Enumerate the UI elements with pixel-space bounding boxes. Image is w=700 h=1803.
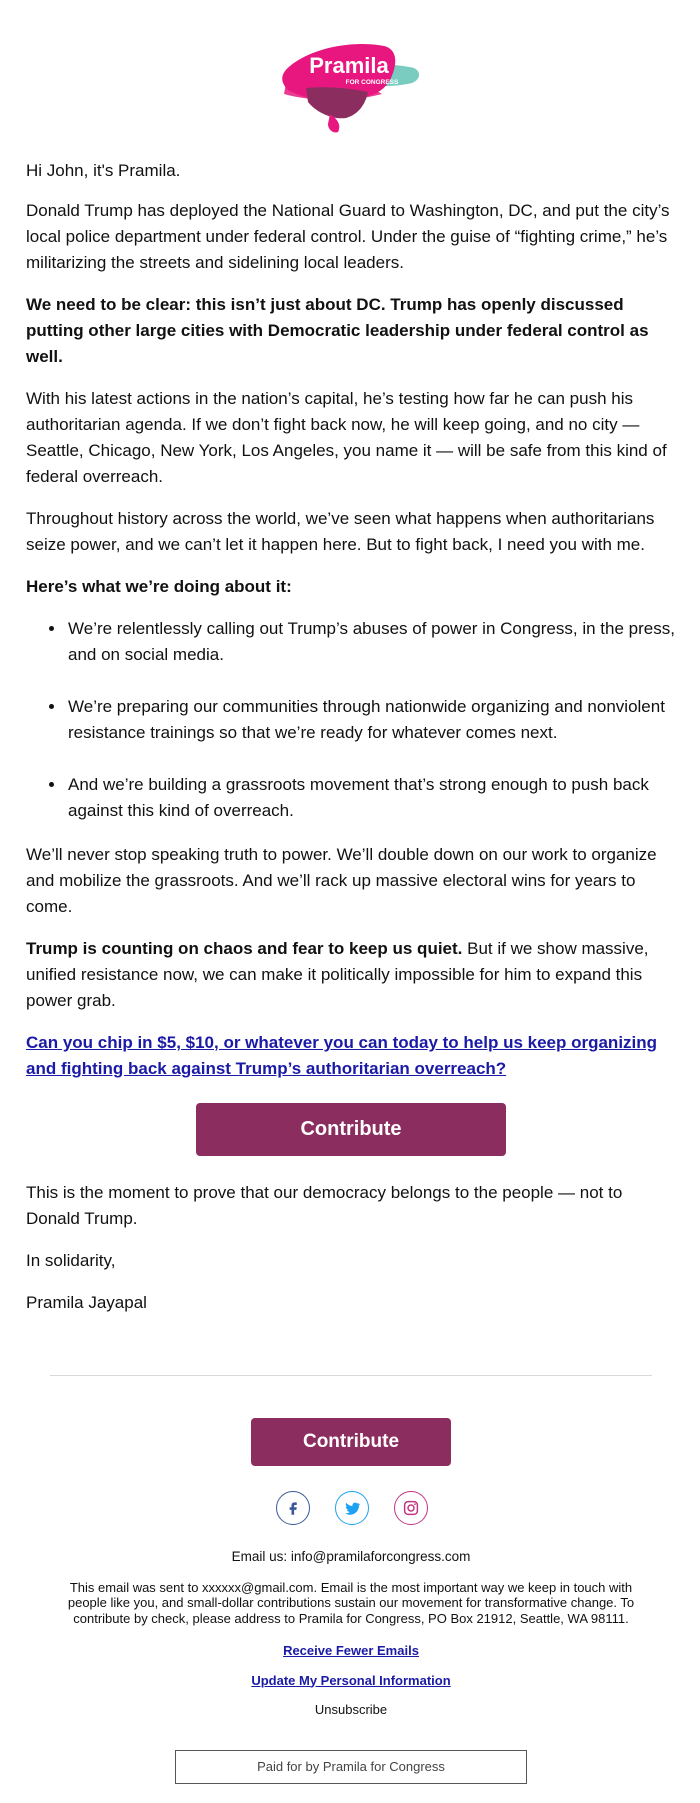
action-list [26, 616, 678, 824]
logo-name: Pramila [309, 53, 389, 78]
greeting: Hi John, it's Pramila. [26, 161, 181, 180]
signature: Pramila Jayapal [26, 1293, 147, 1312]
update-personal-info-link[interactable]: Update My Personal Information [251, 1672, 451, 1688]
list-heading: Here’s what we’re doing about it: [26, 577, 292, 596]
brush-logo-icon [272, 28, 432, 138]
paragraph-5: We’ll never stop speaking truth to power. We’ll double down on our work to organize and mobilize the grassroots. And we’ll rack up massive electoral wins for years to come. [26, 845, 657, 916]
signoff: In solidarity, [26, 1251, 116, 1270]
footer-notice: This email was sent to xxxxxx@gmail.com. Email is the most important way we keep in touch with people like you, and small-dollar contributions sustain our movement for transformative change. To contribute by check, please address to Pramila for Congress, PO Box 21912, Seattle, WA 98111. [67, 1579, 635, 1626]
twitter-icon[interactable] [335, 1491, 369, 1525]
closing-section [26, 1180, 678, 1332]
contribute-button[interactable]: Contribute [196, 1103, 506, 1156]
unsubscribe-link[interactable]: Unsubscribe [314, 1702, 388, 1717]
paid-for-box: Paid for by Pramila for Congress [175, 1750, 527, 1784]
list-item: • We’re preparing our communities through nationwide organizing and nonviolent resistance trainings so that we’re ready for whatever comes next. [66, 694, 678, 746]
list-item: • We’re relentlessly calling out Trump’s abuses of power in Congress, in the press, and on social media. [66, 616, 678, 668]
paragraph-6-bold: Trump is counting on chaos and fear to keep us quiet. [26, 939, 463, 958]
pramila-logo [272, 28, 432, 138]
receive-fewer-emails-link[interactable]: Receive Fewer Emails [283, 1643, 419, 1658]
fewer-emails-row [50, 1643, 652, 1659]
footer-divider [50, 1375, 652, 1376]
paragraph-6-rest: But if we show massive, unified resistance now, we can make it politically impossible for him to expand this power grab. [26, 939, 649, 1010]
paragraph-3: With his latest actions in the nation’s capital, he’s testing how far he can push his authoritarian agenda. If we don’t fight back now, he will keep going, and no city — Seattle, Chicago, New York, Los Angeles, you name it — will be safe from this kind of federal overreach. [26, 389, 667, 486]
instagram-icon[interactable] [394, 1491, 428, 1525]
footer [50, 1549, 652, 1732]
email-us: Email us: info@pramilaforcongress.com [231, 1549, 471, 1564]
footer-contribute-button[interactable]: Contribute [251, 1418, 451, 1466]
logo-tagline: FOR CONGRESS [345, 79, 399, 86]
facebook-icon[interactable] [276, 1491, 310, 1525]
donate-link[interactable]: Can you chip in $5, $10, or whatever you can today to help us keep organizing and fighting back against Trump’s authoritarian overreach? [26, 1033, 658, 1078]
paragraph-1: Donald Trump has deployed the National Guard to Washington, DC, and put the city’s local police department under federal control. Under the guise of “fighting crime,” he’s militarizing the streets and sidelining local leaders. [26, 201, 670, 272]
list-item: • And we’re building a grassroots movement that’s strong enough to push back against this kind of overreach. [66, 772, 678, 824]
paragraph-2-bold: We need to be clear: this isn’t just about DC. Trump has openly discussed putting other large cities with Democratic leadership under federal control as well. [26, 295, 649, 366]
email-body [26, 158, 678, 1098]
paragraph-7: This is the moment to prove that our democracy belongs to the people — not to Donald Trump. [26, 1183, 623, 1228]
paragraph-4: Throughout history across the world, we’ve seen what happens when authoritarians seize power, and we can’t let it happen here. But to fight back, I need you with me. [26, 509, 655, 554]
social-links [276, 1491, 428, 1529]
update-info-row [50, 1673, 652, 1689]
cta-paragraph [26, 1030, 678, 1082]
paragraph-6 [26, 936, 678, 1014]
